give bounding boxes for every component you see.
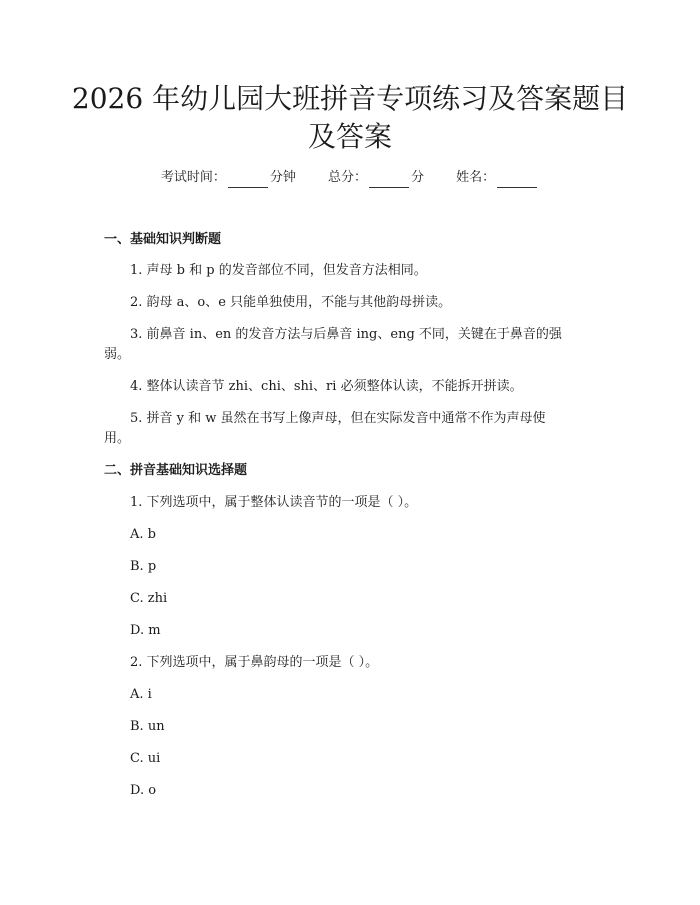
choice-q2-option-d: D. o xyxy=(130,783,157,798)
name-blank xyxy=(497,173,537,188)
choice-q2-option-b: B. un xyxy=(130,719,165,734)
choice-q1-option-d: D. m xyxy=(130,623,161,638)
judge-item-1: 1. 声母 b 和 p 的发音部位不同，但发音方法相同。 xyxy=(130,263,427,278)
exam-time xyxy=(161,170,296,185)
choice-q1-option-c: C. zhi xyxy=(130,591,168,606)
student-name xyxy=(456,170,539,185)
score-label: 总分： xyxy=(327,170,367,185)
section-2-title: 二、拼音基础知识选择题 xyxy=(104,463,248,478)
title-line-1: 2026 年幼儿园大班拼音专项练习及答案题目 xyxy=(71,82,629,115)
judge-item-3: 3. 前鼻音 in、en 的发音方法与后鼻音 ing、eng 不同，关键在于鼻音的强 xyxy=(130,327,562,342)
choice-q1-option-b: B. p xyxy=(130,559,157,574)
choice-q1-option-a: A. b xyxy=(130,527,156,542)
exam-meta xyxy=(0,168,700,188)
score-blank xyxy=(369,173,409,188)
score-unit: 分 xyxy=(411,170,425,185)
total-score xyxy=(328,170,424,185)
choice-q2-stem: 2. 下列选项中，属于鼻韵母的一项是（ ）。 xyxy=(130,655,379,670)
choice-q2-option-c: C. ui xyxy=(130,751,161,766)
section-1-title: 一、基础知识判断题 xyxy=(104,232,222,247)
time-label: 考试时间： xyxy=(160,170,226,185)
judge-item-3-cont: 弱。 xyxy=(104,347,131,362)
judge-item-5: 5. 拼音 y 和 w 虽然在书写上像声母，但在实际发音中通常不作为声母使 xyxy=(130,411,546,426)
time-unit: 分钟 xyxy=(269,170,296,185)
choice-q2-option-a: A. i xyxy=(130,687,152,702)
judge-item-5-cont: 用。 xyxy=(104,431,131,446)
document-title xyxy=(60,80,640,156)
title-line-2: 及答案 xyxy=(307,120,392,153)
judge-item-4: 4. 整体认读音节 zhi、chi、shi、ri 必须整体认读，不能拆开拼读。 xyxy=(130,379,523,394)
time-blank xyxy=(228,173,268,188)
choice-q1-stem: 1. 下列选项中，属于整体认读音节的一项是（ ）。 xyxy=(130,495,418,510)
judge-item-2: 2. 韵母 a、o、e 只能单独使用，不能与其他韵母拼读。 xyxy=(130,295,452,310)
name-label: 姓名： xyxy=(456,170,496,185)
